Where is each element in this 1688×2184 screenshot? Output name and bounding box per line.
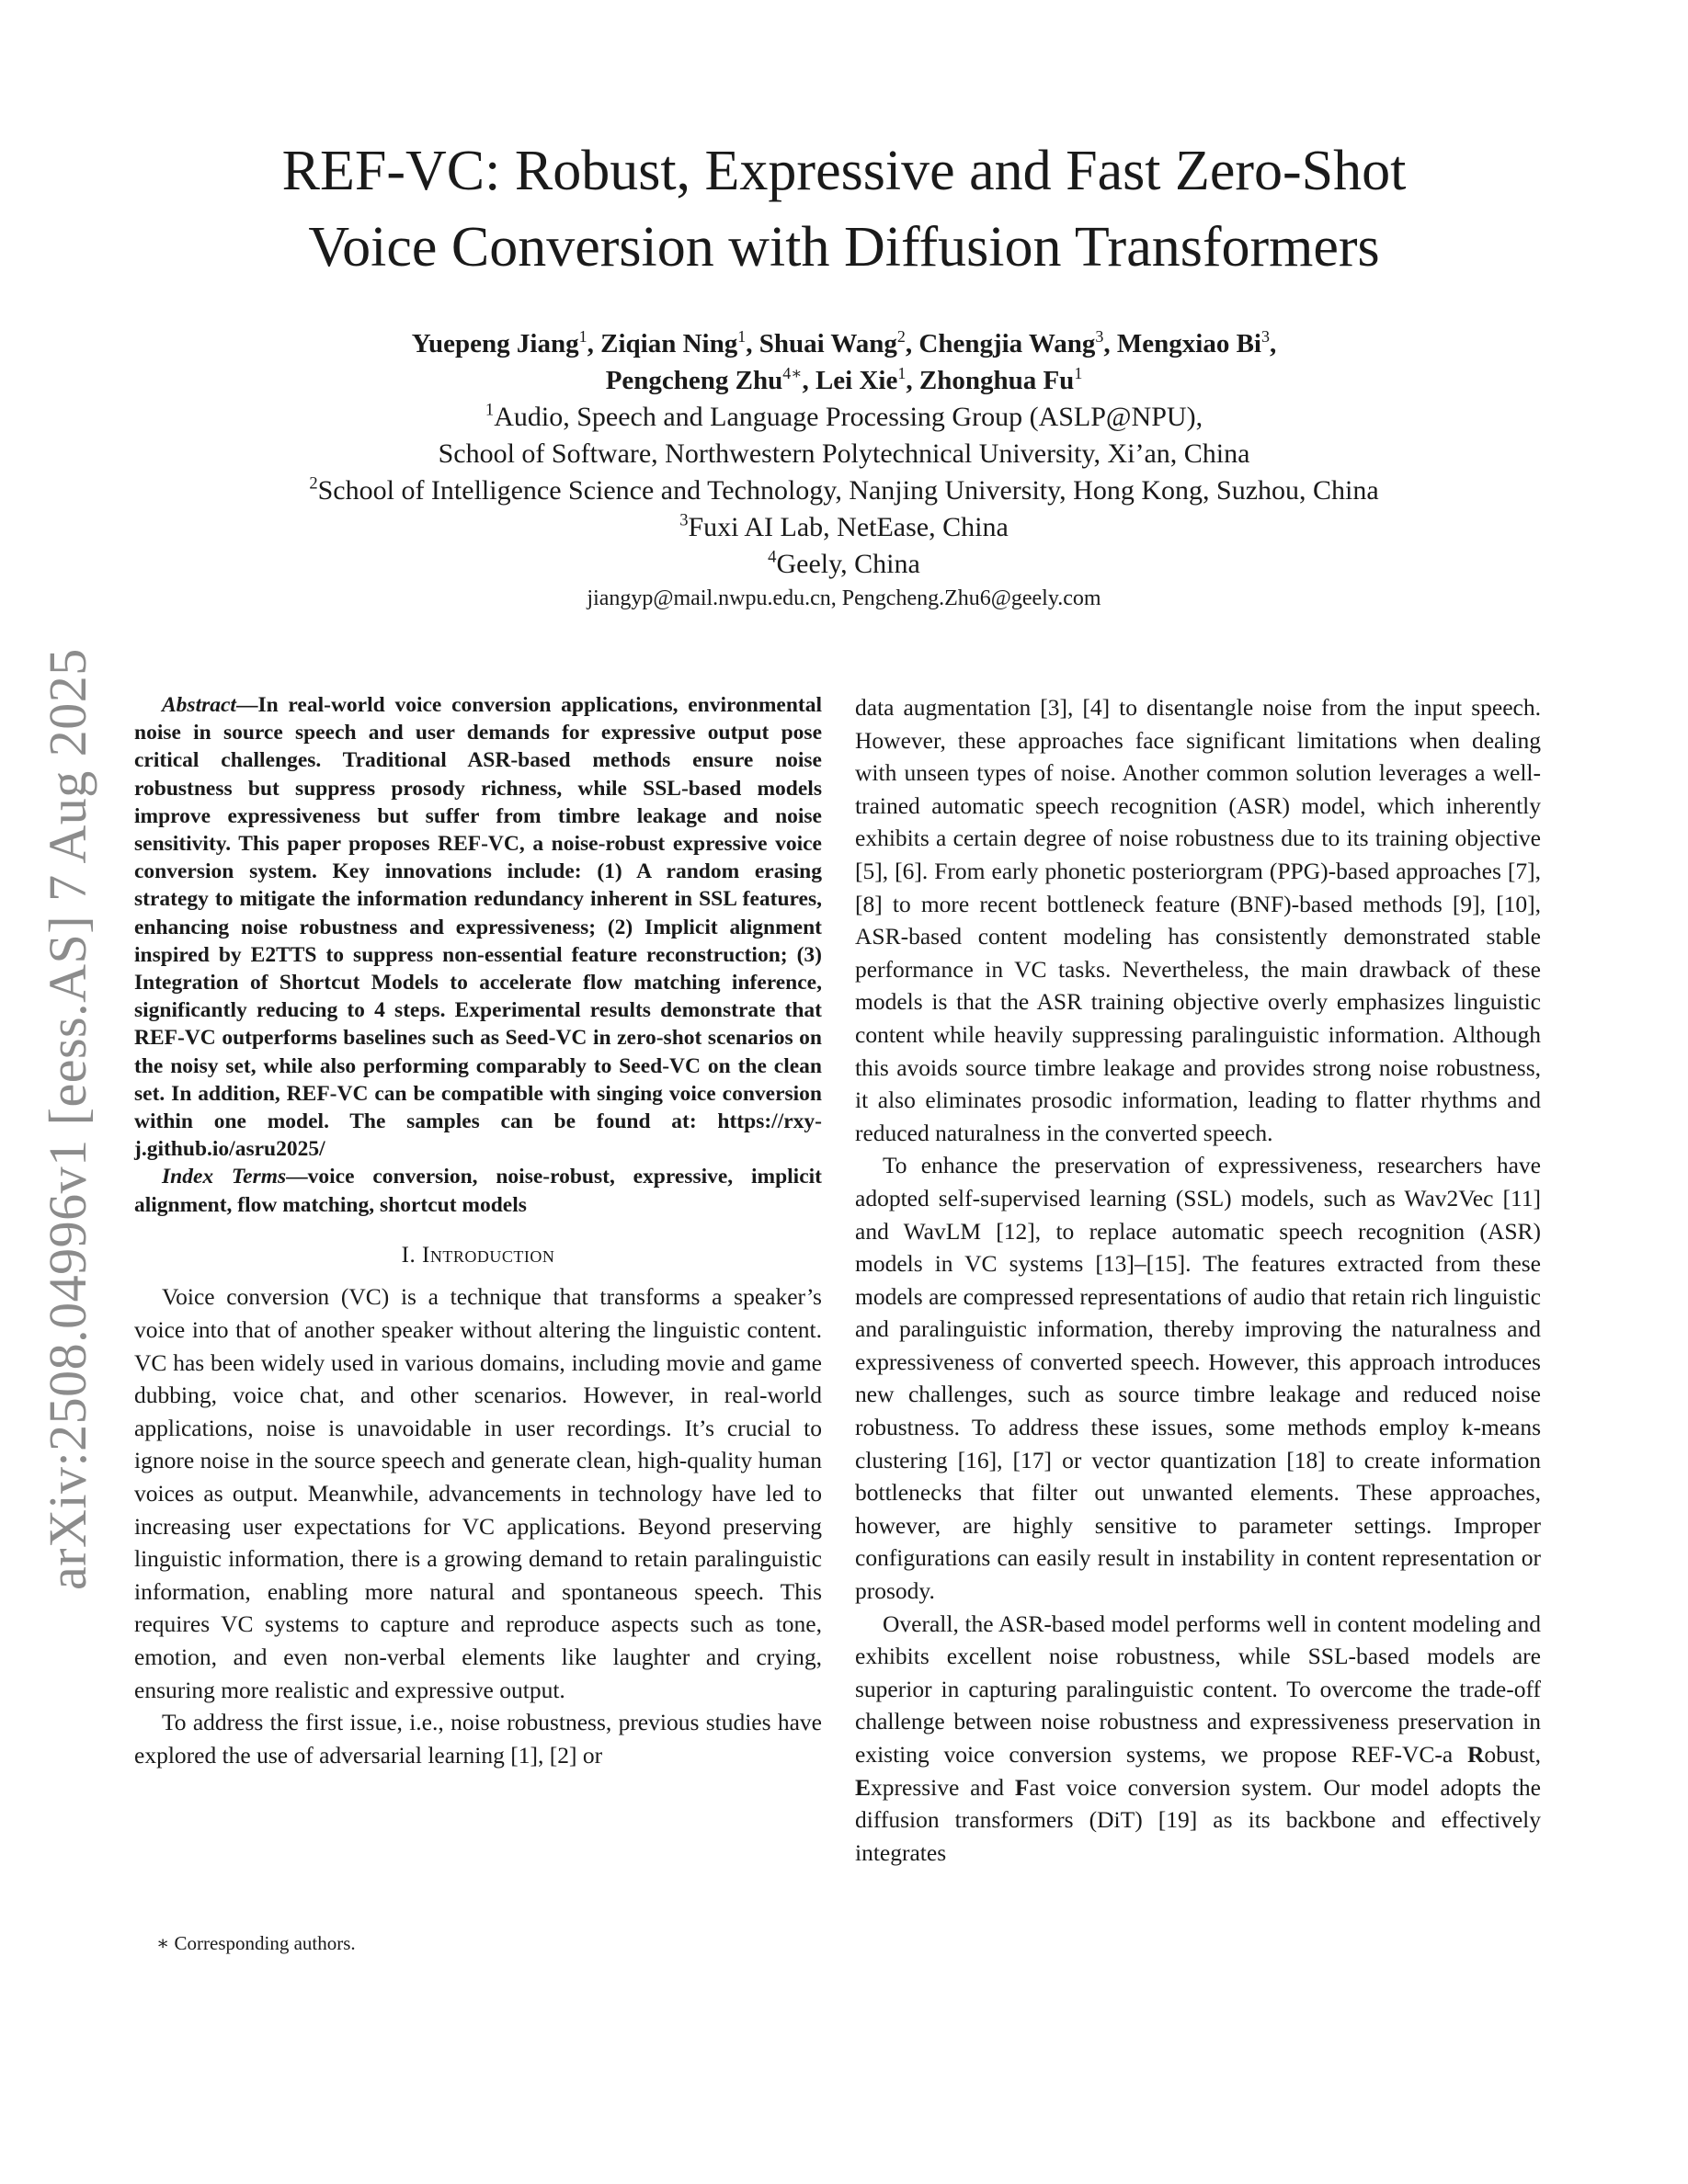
left-column <box>134 691 822 1771</box>
affiliation-mark: 2 <box>309 473 318 494</box>
body-paragraph: To address the first issue, i.e., noise robustness, previous studies have explored the use of adversarial learning [1], [2] or <box>134 1709 822 1769</box>
abstract-label: Abstract <box>162 693 236 717</box>
body-paragraph: Voice conversion (VC) is a technique that transforms a speaker’s voice into that of another speaker without altering the linguistic content. VC has been widely used in various domains, including movie and game dubbing, voice chat, and other scenarios. However, in real-world applications, noise is unavoidable in user recordings. It’s crucial to ignore noise in the source speech and generate clean, high-quality human voices as output. Meanwhile, advancements in technology have led to increasing user expectations for VC applications. Beyond preserving linguistic information, there is a growing demand to retain paralinguistic information, enabling more natural and spontaneous speech. This requires VC systems to capture and reproduce aspects such as tone, emotion, and even non-verbal elements like laughter and crying, ensuring more realistic and expressive output. <box>134 1283 822 1703</box>
author-affil-mark: 2 <box>896 326 906 346</box>
paragraph-text: obust, <box>1484 1741 1541 1768</box>
section-title: Introduction <box>422 1242 555 1268</box>
paragraph-text: ast voice conversion system. Our model adopts the diffusion transformers (DiT) [19] as its backbone and effectively integrates <box>855 1773 1541 1866</box>
author-affil-mark: 3 <box>1095 326 1104 346</box>
section-heading-introduction <box>134 1239 822 1272</box>
body-paragraph: data augmentation [3], [4] to disentangle noise from the input speech. However, these approaches face significant limitations when dealing with unseen types of noise. Another common solution leverages a well-trained automatic speech recognition (ASR) model, which inherently exhibits a certain degree of noise robustness due to its training objective [5], [6]. From early phonetic posteriorgram (PPG)-based approaches [7], [8] to more recent bottleneck feature (BNF)-based methods [9], [10], ASR-based content modeling has consistently demonstrated stable performance in VC tasks. Nevertheless, the main drawback of these models is that the ASR training objective overly emphasizes linguistic content while heavily suppressing paralinguistic information. Although this avoids source timbre leakage and provides strong noise robustness, it also eliminates prosodic information, leading to flatter rhythms and reduced naturalness in the converted speech. <box>855 694 1541 1146</box>
author-line-2: Pengcheng Zhu$^{4∗}$, Lei Xie$^1$, Zhonghua Fu$^1$ <box>605 363 1083 395</box>
author-affil-mark: 1 <box>578 326 587 346</box>
section-numeral: I. <box>401 1242 422 1268</box>
author-line-1: Yuepeng Jiang$^1$, Ziqian Ning$^1$, Shuai Wang$^2$, Chengjia Wang$^3$, Mengxiao Bi$^3$, <box>411 326 1277 358</box>
author-name: Lei Xie <box>815 366 898 395</box>
index-terms <box>134 1163 822 1218</box>
index-terms-label: Index Terms <box>162 1165 287 1189</box>
author-affil-mark: 4∗ <box>782 363 803 382</box>
author-affil-mark: 1 <box>897 363 907 382</box>
affiliation-mark: 4 <box>768 547 777 567</box>
acronym-letter: E <box>855 1773 872 1801</box>
affiliation <box>0 399 1688 436</box>
affiliation-text: Geely, China <box>776 549 920 579</box>
author-affil-mark: 3 <box>1261 326 1270 346</box>
affiliation-mark: 1 <box>485 400 495 420</box>
paragraph-text: xpressive and <box>871 1773 1015 1801</box>
affiliation-list <box>0 399 1688 614</box>
body-paragraph <box>855 1608 1541 1870</box>
abstract-text: —In real-world voice conversion applications, environmental noise in source speech and user demands for expressive output pose critical challenges. Traditional ASR-based methods ensure noise robustness but suppress prosody richness, while SSL-based models improve expressiveness but suffer from timbre leakage and noise sensitivity. This paper proposes REF-VC, a noise-robust expressive voice conversion system. Key innovations include: (1) A random erasing strategy to mitigate the information redundancy inherent in SSL features, enhancing noise robustness and expressiveness; (2) Implicit alignment inspired by E2TTS to suppress non-essential feature reconstruction; (3) Integration of Shortcut Models to accelerate flow matching inference, significantly reducing to 4 steps. Experimental results demonstrate that REF-VC outperforms baselines such as Seed-VC in zero-shot scenarios on the noisy set, while also performing comparably to Seed-VC on the clean set. In addition, REF-VC can be compatible with singing voice conversion within one model. The samples can be found at: https://rxy-j.github.io/asru2025/ <box>134 693 822 1162</box>
title-line-2: Voice Conversion with Diffusion Transformers <box>308 216 1380 279</box>
author-name: Yuepeng Jiang <box>411 329 579 358</box>
affiliation <box>0 436 1688 472</box>
body-paragraph: To enhance the preservation of expressiveness, researchers have adopted self-supervised learning (SSL) models, such as Wav2Vec [11] and WavLM [12], to replace automatic speech recognition (ASR) models in VC systems [13]–[15]. The features extracted from these models are compressed representations of audio that retain rich linguistic and paralinguistic information, thereby improving the naturalness and expressiveness of converted speech. However, this approach introduces new challenges, such as source timbre leakage and reduced noise robustness. To address these issues, some methods employ k-means clustering [16], [17] or vector quantization [18] to create information bottlenecks that filter out unwanted elements. These approaches, however, are highly sensitive to parameter settings. Improper configurations can easily result in instability in content representation or prosody. <box>855 1152 1541 1605</box>
affiliation <box>0 509 1688 546</box>
author-name: Pengcheng Zhu <box>605 366 783 395</box>
author-name: Mengxiao Bi <box>1116 329 1261 358</box>
abstract <box>134 691 822 1163</box>
affiliation <box>0 472 1688 509</box>
author-name: Shuai Wang <box>758 329 897 358</box>
author-emails: jiangyp@mail.nwpu.edu.cn, Pengcheng.Zhu6@geely.com <box>587 586 1101 610</box>
paper-title <box>0 133 1688 286</box>
index-terms-text: —voice conversion, noise-robust, expressive, implicit alignment, flow matching, shortcut models <box>134 1165 822 1217</box>
right-column <box>855 691 1541 1869</box>
affiliation-text: Audio, Speech and Language Processing Group (ASLP@NPU), <box>494 402 1203 432</box>
title-line-1: REF-VC: Robust, Expressive and Fast Zero-Shot <box>281 140 1407 202</box>
affiliation <box>0 546 1688 583</box>
acronym-letter: F <box>1014 1773 1030 1801</box>
arxiv-watermark: arXiv:2508.04996v1 [eess.AS] 7 Aug 2025 <box>38 648 97 1590</box>
author-name: Chengjia Wang <box>918 329 1096 358</box>
affiliation-text: Fuxi AI Lab, NetEase, China <box>688 512 1009 542</box>
footnote: ∗ Corresponding authors. <box>156 1932 356 1954</box>
author-affil-mark: 1 <box>1074 363 1083 382</box>
paragraph-text: Overall, the ASR-based model performs well in content modeling and exhibits excellent noise robustness, while SSL-based models are superior in capturing paralinguistic content. To overcome the trade-off challenge between noise robustness and expressiveness preservation in existing voice conversion systems, we propose REF-VC-a <box>855 1610 1541 1768</box>
affiliation-mark: 3 <box>679 510 689 530</box>
acronym-letter: R <box>1466 1741 1485 1768</box>
author-affil-mark: 1 <box>737 326 747 346</box>
affiliation-text: School of Software, Northwestern Polytechnical University, Xi’an, China <box>438 438 1250 469</box>
author-name: Ziqian Ning <box>600 329 738 358</box>
author-name: Zhonghua Fu <box>918 366 1075 395</box>
affiliation-text: School of Intelligence Science and Technology, Nanjing University, Hong Kong, Suzhou, China <box>317 475 1379 506</box>
author-list <box>0 325 1688 399</box>
